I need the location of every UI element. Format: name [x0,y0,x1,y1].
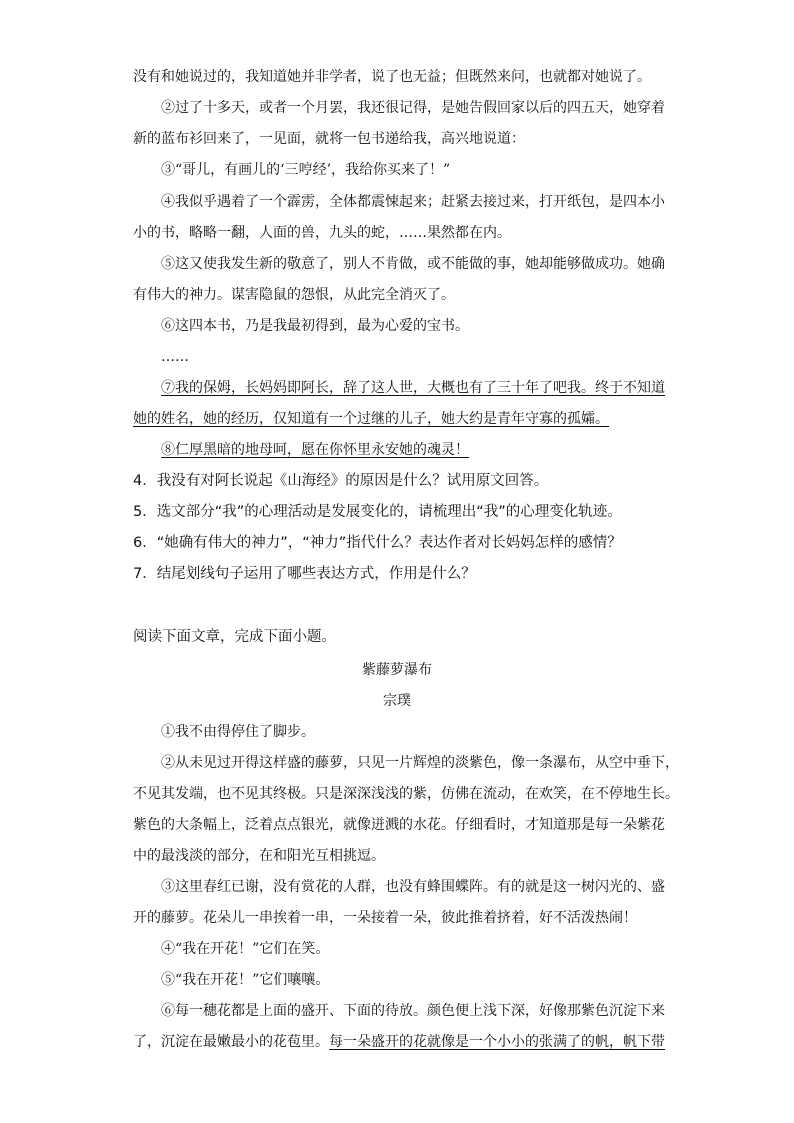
question-5: 5．选文部分“我”的心理活动是发展变化的，请梳理出“我”的心理变化轨迹。 [133,504,622,520]
passage1-paragraph1-end: 没有和她说过的，我知道她并非学者，说了也无益；但既然来问，也就都对她说了。 [133,69,651,85]
passage2-paragraph2-line1: ②从未见过开得这样盛的藤萝，只见一片辉煌的淡紫色，像一条瀑布，从空中垂下， [161,755,679,771]
passage1-paragraph2-line2: 新的蓝布衫回来了，一见面，就将一包书递给我，高兴地说道： [133,131,525,147]
passage1-paragraph5-line2: 有伟大的神力。谋害隐鼠的怨恨，从此完全消灭了。 [133,287,455,303]
passage2-paragraph6-line2 [0,1033,794,1051]
passage2-paragraph3-line1: ③这里春红已谢，没有赏花的人群，也没有蜂围蝶阵。有的就是这一树闪光的、盛 [161,879,665,895]
passage1-paragraph6: ⑥这四本书，乃是我最初得到，最为心爱的宝书。 [161,318,469,334]
underlined-sentence: 每一朵盛开的花就像是一个小小的张满了的帆，帆下带 [329,1034,665,1050]
question-4: 4．我没有对阿长说起《山海经》的原因是什么？试用原文回答。 [133,473,549,489]
passage2-paragraph4: ④“我在开花！”它们在笑。 [161,941,330,957]
passage1-paragraph7-line1 [0,379,794,397]
passage2-paragraph1: ①我不由得停住了脚步。 [161,724,315,740]
question-6: 6．“她确有伟大的神力”，“神力”指代什么？表达作者对长妈妈怎样的感情？ [133,535,622,551]
passage2-author: 宗璞 [383,693,411,709]
passage2-paragraph6-line1: ⑥每一穗花都是上面的盛开、下面的待放。颜色便上浅下深，好像那紫色沉淀下来 [161,1003,665,1019]
reading-instruction: 阅读下面文章，完成下面小题。 [133,629,336,645]
passage2-paragraph2-line4: 中的最浅淡的部分，在和阳光互相挑逗。 [133,848,385,864]
passage2-title: 紫藤萝瀑布 [362,662,432,678]
passage1-paragraph2-line1: ②过了十多天，或者一个月罢，我还很记得，是她告假回家以后的四五天，她穿着 [161,100,665,116]
paragraph6-plain-text: 了，沉淀在最嫩最小的花苞里。 [133,1034,329,1050]
passage2-paragraph5: ⑤“我在开花！”它们嚷嚷。 [161,972,330,988]
question-7: 7．结尾划线句子运用了哪些表达方式，作用是什么？ [133,566,476,582]
underlined-sentence: ⑦我的保姆，长妈妈即阿长，辞了这人世，大概也有了三十年了吧我。终于不知道 [161,380,665,396]
underlined-sentence: 她的姓名，她的经历，仅知道有一个过继的儿子，她大约是青年守寡的孤孀。 [133,411,609,427]
underlined-sentence: ⑧仁厚黑暗的地母呵，愿在你怀里永安她的魂灵！ [161,442,469,458]
passage2-paragraph2-line3: 紫色的大条幅上，泛着点点银光，就像迸溅的水花。仔细看时，才知道那是每一朵紫花 [133,817,665,833]
passage1-paragraph4-line1: ④我似乎遇着了一个霹雳，全体都震悚起来；赶紧去接过来，打开纸包，是四本小 [161,194,665,210]
passage1-paragraph7-line2 [0,410,794,428]
passage1-paragraph5-line1: ⑤这又使我发生新的敬意了，别人不肯做，或不能做的事，她却能够做成功。她确 [161,256,665,272]
passage1-paragraph3: ③“哥儿，有画儿的‘三哼经’，我给你买来了！” [161,162,451,178]
passage2-paragraph2-line2: 不见其发端，也不见其终极。只是深深浅浅的紫，仿佛在流动，在欢笑，在不停地生长。 [133,786,679,802]
passage1-ellipsis: …… [161,349,189,365]
passage1-paragraph8 [0,441,794,459]
passage2-paragraph3-line2: 开的藤萝。花朵儿一串挨着一串，一朵接着一朵，彼此推着挤着，好不活泼热闹！ [133,910,637,926]
passage1-paragraph4-line2: 小的书，略略一翻，人面的兽，九头的蛇，……果然都在内。 [133,225,511,241]
